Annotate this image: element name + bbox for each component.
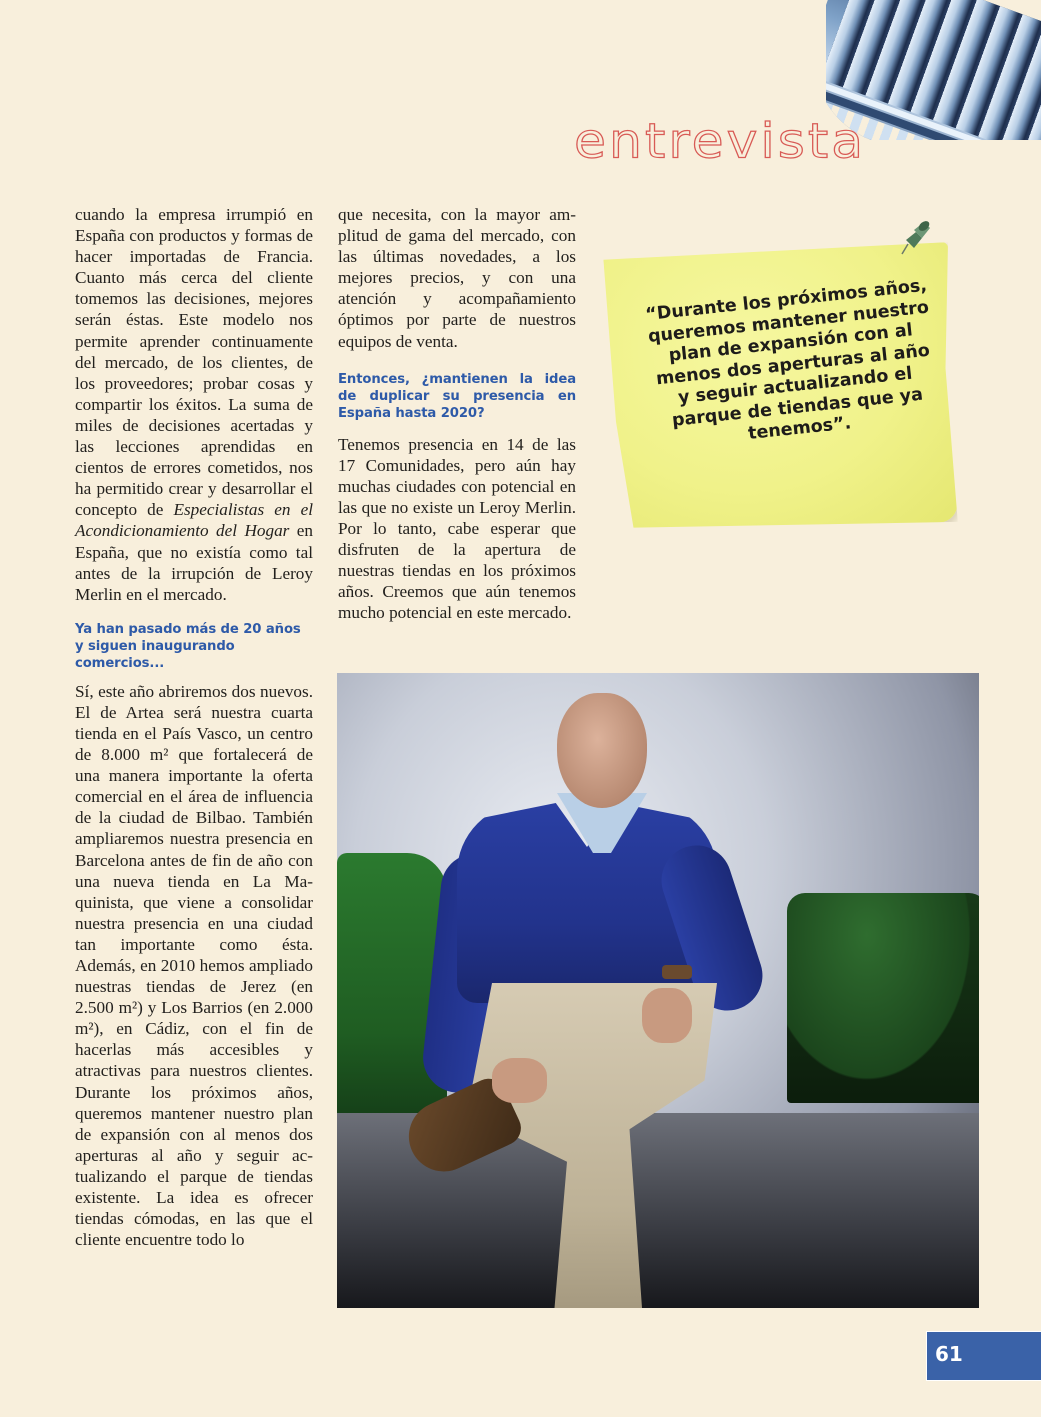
page-number: 61 <box>935 1342 963 1366</box>
body-paragraph: Tenemos presencia en 14 de las 17 Comunidades, pero aún hay muchas ciudades con potencial en las que no existe un Leroy Merlin. Por lo tanto, cabe esperar que disfruten de la apertura de nuestras tiendas en los próximos años. Creemos que aún tenemos mucho potencial en este mercado. <box>338 434 576 623</box>
article-column-middle <box>338 204 576 624</box>
article-column-left <box>75 204 313 1250</box>
body-paragraph: Sí, este año abriremos dos nuevos. El de Artea será nuestra cuarta tienda en el País Vasco, un centro de 8.000 m² que fortalecerá de una manera importante la oferta comercial en el área de influencia de la ciudad de Bilbao. También ampliaremos nuestra presencia en Barcelona antes de fin de año con una nueva tienda en La Maquinista, que viene a consolidar nuestra presencia en una ciudad tan importante como ésta. Además, en 2010 hemos ampliado nuestras tiendas de Jerez (en 2.500 m²) y Los Barrios (en 2.000 m²), en Cádiz, con el fin de hacerlas más accesibles y atractivas para nuestros clientes. Durante los próximos años, queremos mantener nuestro plan de expansión con al menos dos aperturas al año y seguir actualizando el parque de tiendas existente. La idea es ofrecer tiendas cómodas, en las que el cliente encuentre todo lo <box>75 681 313 1250</box>
pushpin-icon <box>894 218 934 258</box>
section-title: entrevista <box>574 114 867 170</box>
interview-question: Entonces, ¿mantienen la idea de duplicar su presencia en España hasta 2020? <box>338 371 576 421</box>
interview-question: Ya han pasado más de 20 años y siguen inaugurando comercios... <box>75 621 301 671</box>
body-paragraph: cuando la empresa irrumpió en España con productos y formas de hacer importadas de Francia. Cuanto más cerca del cliente tomemos las decisiones, mejores serán éstas. Este modelo nos permite aprender continuamente del mercado, de los clientes, de los proveedores; probar cosas y compartir los éxitos. La suma de miles de decisiones acertadas y las lecciones aprendidas en cientos de errores cometidos, nos ha permitido crear y desarrollar el concepto de Especialistas en el Acondicionamiento del Hogar en España, que no existía como tal antes de la irrupción de Leroy Merlin en el mercado. <box>75 205 313 604</box>
pull-quote-note <box>608 248 953 528</box>
face <box>557 693 647 808</box>
body-paragraph: que necesita, con la mayor amplitud de gama del mercado, con las últimas novedades, a los mejores precios, y con una atención y acompañamiento óptimos por parte de nuestros equipos de venta. <box>338 205 576 351</box>
pull-quote-text: “Durante los próximos años, queremos mantener nuestro plan de expansión con al menos dos aperturas al año y seguir actualizando el parque de tiendas que ya tenemos”. <box>644 275 931 445</box>
page-number-bar <box>926 1331 1041 1381</box>
italic-concept: Especialistas en el Acondicionamiento del Hogar <box>75 500 313 541</box>
interviewee-photo <box>337 673 979 1308</box>
